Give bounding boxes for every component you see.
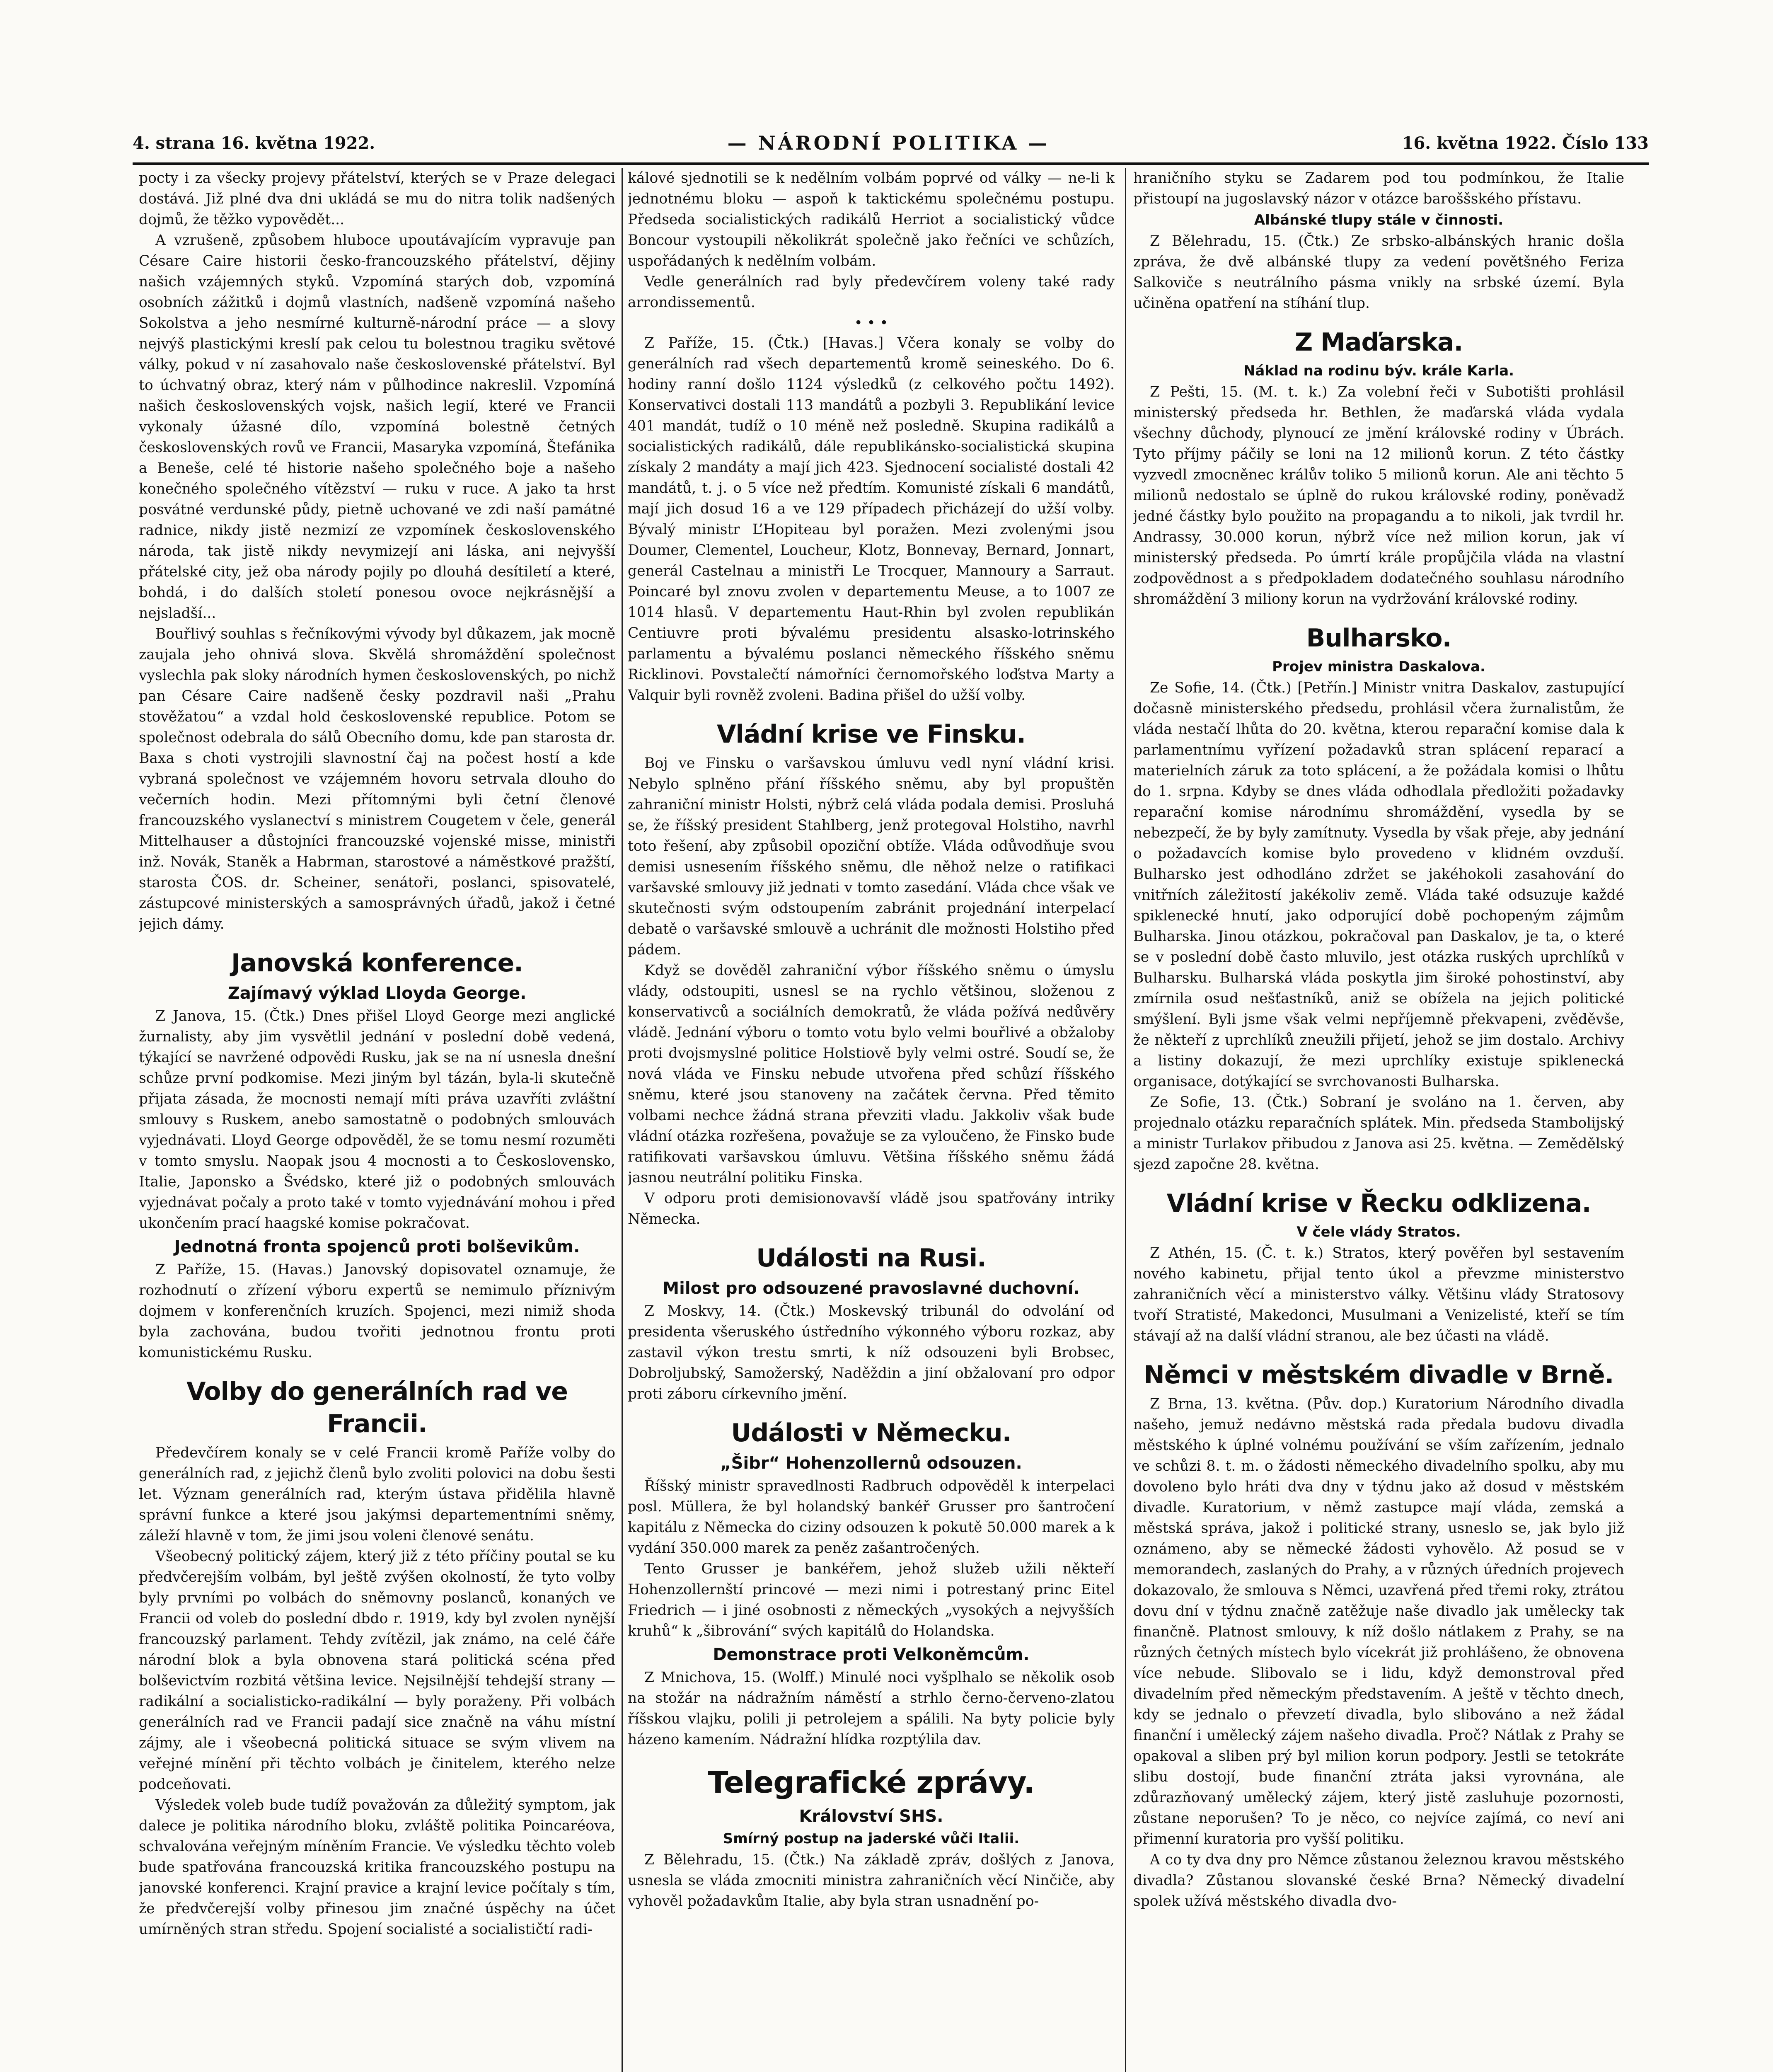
article-paragraph: A co ty dva dny pro Němce zůstanou železnou kravou městského divadla? Zůstanou slovanské české Brna? Německý divadelní spolek užívá městského divadla dvo- [1133,1852,1624,1910]
headline-janovska-konference: Janovská konference. [231,949,523,978]
article-paragraph: Ze Sofie, 13. (Čtk.) Sobraní je svoláno na 1. červen, aby projednalo otázku reparačních splátek. Min. předseda Stambolijský a ministr Turlakov přibudou z Janova asi 25. května. — Zemědělský sjezd započne 28. května. [1133,1094,1624,1173]
article-paragraph: Z Brna, 13. května. (Pův. dop.) Kuratorium Národního divadla našeho, jemuž nedávno městská rada předala budovu divadla městského k úplné volnému používání se vším zařízením, jednalo ve schůzi 8. t. m. o žádosti německého divadelního spolku, aby mu dovoleno bylo hráti dva dny v týdnu jako až dosud v městském divadle. Kuratorium, v němž zastupce mají vláda, zemská a městská správa, jakož i politické strany, usneslo se, jak bylo již oznámeno, aby se německé žádosti vyhovělo. Až posud se v memorandech, zaslaných do Prahy, a v různých úředních projevech dokazovalo, že smlouva s Němci, uzavřená před třemi roky, ztrátou dovu dní v týdnu značně zatěžuje naše divadlo jak umělecky tak finančně. Platnost smlouvy, k níž došlo nátlakem z Prahy, se na různých četných místech bylo vícekrát již prohlášeno, že obnovena více nebude. Slibovalo se i lidu, když demonstroval před divadelním před německým představením. A ještě v těchto dnech, kdy se jednalo o převzetí divadla, bylo slibováno a než žádal finanční i umělecký zájem našeho divadla. Proč? Nátlak z Prahy se opakoval a sliben prý byl milion korun podpory. Jestli se tetokráte slibu dostojí, bude finanční ztráta jaksi vyrovnána, ale zdůrazňovaný umělecký zájem, který jistě zasluhuje pozornosti, zůstane neporušen? To je něco, co nejvíce zajímá, co neví ani přimenní kuratoria pro vyšší politiku. [1133,1396,1624,1847]
subheadline: Demonstrace proti Velkoněmcům. [713,1645,1030,1664]
subheadline: Náklad na rodinu býv. krále Karla. [1243,363,1514,379]
article-paragraph: Z Athén, 15. (Č. t. k.) Stratos, který pověřen byl sestavením nového kabinetu, přijal tento úkol a převzme ministerstvo zahraničních věcí a ministerstvo války. Většinu vlády Stratosovy tvoří Stratisté, Makedonci, Musulmani a Venizelisté, kteří se tím stávají až na další vládní stranou, ale bez účasti na vládě. [1133,1245,1624,1344]
article-paragraph: Ze Sofie, 14. (Čtk.) [Petřín.] Ministr vnitra Daskalov, zastupující dočasně ministerského předsedu, prohlásil včera žurnalistům, že vláda nestačí lhůta do 20. května, kterou reparační komise dala k parlamentnímu vyřízení požadavků stran splácení reparací a materielních záruk za toto splácení, a že požádala komisi o lhůtu do 1. srpna. Kdyby se dnes vláda odhodlala předložiti požadavky reparační komise národnímu shromáždění, vysedla by se nebezpečí, že by byly zamítnuty. Vysedla by však přeje, aby jednání o požadavcích komise bylo provedeno v klidném ovzduší. Bulharsko jest odhodláno zdržet se jakéhokoli zasahování do vnitřních záležitostí jakékoliv země. Vláda také odsuzuje každé spiklenecké hnutí, jako odporující době pochopeným zájmům Bulharska. Jinou otázkou, pokračoval pan Daskalov, je ta, o které se v poslední době často mluvilo, jest otázka ruských uprchlíků v Bulharsku. Bulharská vláda poskytla jim široké pohostinství, aby zmírnila osud nešťastníků, aniž se obížela na jejich politické smýšlení. Byli jsme však velmi nepříjemně překvapeni, zvěděvše, že někteří z uprchlíků zneužili přijetí, jehož se jim dostalo. Archivy a listiny dokazují, že mezi uprchlíky existuje spiklenecká organisace, dotýkající se svrchovanosti Bulharska. [1133,680,1624,1090]
subheadline: Milost pro odsouzené pravoslavné duchovní. [663,1279,1080,1298]
article-paragraph: Z Pešti, 15. (M. t. k.) Za volební řeči v Subotišti prohlásil ministerský předseda hr. Bethlen, že maďarská vláda vydala všechny důchody, plynoucí ze jmění královské rodiny v Úbrách. Tyto příjmy páčily se loni na 12 milionů korun. Z této částky vyzvedl zmocněnec králův toliko 5 milionů korun. Ale ani těchto 5 milionů nedostalo se úplně do rukou královské rodiny, poněvadž jedné částky bylo použito na propagandu a to nikoli, jak tvrdil hr. Andrassy, 30.000 korun, nýbrž více než milion korun, jak ví ministerský předseda. Po úmrtí krále propůjčila vláda na vlastní zodpovědnost a s předpokladem dodatečného souhlasu národního shromáždění 3 miliony korun na vydržování královské rodiny. [1133,384,1624,608]
column-2 [628,168,1115,2072]
column-1 [139,168,615,2072]
column-3 [1133,168,1624,2072]
article-paragraph: Když se dověděl zahraniční výbor říšského sněmu o úmyslu vlády, odstoupiti, usnesl se na rychlo většinou, složenou z konservativců a sociálních demokratů, že vláda požívá nedůvěry vládě. Jednání výboru o tomto votu bylo velmi bouřlivé a obžaloby proti dvojsmyslné politice Holstiově byly velmi ostré. Soudí se, že nová vláda ve Finsku nebude utvořena před schůzí říšského sněmu, které jsou stanoveny na začátek června. Před těmito volbami nechce žádná strana převziti vladu. Jakkoliv však bude vládní otázka rozřešena, považuje se za vyloučeno, že Finsko bude ratifikovati varšavskou úmluvu. Většina říšského sněmu žádá jasnou neutrální politiku Finska. [628,962,1115,1186]
article-paragraph: Tento Grusser je bankéřem, jehož služeb užili někteří Hohenzollernští princové — mezi nimi i potrestaný princ Eitel Friedrich — i jiné osobnosti z německých „vysokých a nejvyšších kruhů“ k „šibrování“ svých kapitálů do Holandska. [628,1561,1115,1639]
header-rule [133,162,1649,165]
subheadline: „Šibr“ Hohenzollernů odsouzen. [720,1454,1022,1473]
headline-udalosti-v-nemecku: Události v Německu. [731,1418,1011,1447]
headline-telegraficke-zpravy: Telegrafické zprávy. [708,1765,1035,1800]
article-paragraph: Předevčírem konaly se v celé Francii kromě Paříže volby do generálních rad, z jejichž členů bylo zvoliti polovici na dobu šesti let. Význam generálních rad, kterým ústava přidělila hlavně správní funkce a které jsou jakýmsi departementními sněmy, záleží hlavně v tom, že jimi jsou voleni členové senátu. [139,1445,615,1544]
headline-recko: Vládní krise v Řecku odklizena. [1166,1189,1591,1218]
article-paragraph: hraničního styku se Zadarem pod tou podmínkou, že Italie přistoupí na jugoslavský názor v otázce baroššského přístavu. [1133,170,1624,207]
subheadline: Jednotná fronta spojenců proti bolševikům. [174,1237,580,1256]
article-paragraph: Z Bělehradu, 15. (Čtk.) Na základě zpráv, došlých z Janova, usnesla se vláda zmocniti ministra zahraničních věcí Ninčiče, aby vyhověl požadavkům Italie, aby byla stran usnadnění po- [628,1852,1115,1910]
article-paragraph: Všeobecný politický zájem, který již z této příčiny poutal se ku předvčerejším volbám, byl ještě zvýšen okolností, že tyto volby byly prvními po volbách do sněmovny poslanců, konaných ve Francii od voleb do poslední dbdo r. 1919, kdy byl zvolen nynější francouzský parlament. Tehdy zvítězil, jak známo, na celé čáře národní blok a byla obnovena stará politická scéna před bolševictvím rozbitá většina levice. Nejsilnější tehdejší strany — radikální a socialisticko-radikální — byly poraženy. Při volbách generálních rad ve Francii padají sice značně na váhu místní zájmy, ale i všeobecná politická situace se svým vlivem na veřejné mínění při těchto volbách je činitelem, kterého nelze podceňovati. [139,1548,615,1793]
subheadline: Království SHS. [799,1807,943,1826]
subheadline: V čele vlády Stratos. [1296,1224,1461,1240]
headline-nemci-v-brne: Němci v městském divadle v Brně. [1144,1360,1614,1389]
subheadline: Smírný postup na jaderské vůči Italii. [723,1830,1020,1847]
article-paragraph: Boj ve Finsku o varšavskou úmluvu vedl nyní vládní krisi. Nebylo splněno přání říšského sněmu, aby byl propuštěn zahraniční ministr Holsti, nýbrž celá vláda podala demisi. Prosluhá se, že říšský president Stahlberg, jenž protegoval Holstiho, navrhl toto řešení, aby způsobil opoziční obtíže. Vláda odůvodňuje svou demisi usnesením říšského sněmu, dle něhož nelze o ratifikaci varšavské smlouvy již jednati v tomto zasedání. Vláda chce však ve skutečnosti svým odstoupením zabránit projednání interpelací debatě o varšavské smlouvě a uchránit dle možnosti Holstiho před pádem. [628,755,1115,958]
headline-finsko: Vládní krise ve Finsku. [716,720,1026,749]
headline-z-madarska: Z Maďarska. [1294,328,1463,357]
article-paragraph: Z Bělehradu, 15. (Čtk.) Ze srbsko-albánských hranic došla zpráva, že dvě albánské tlupy za vedení povětšného Feriza Salkoviče s neutrálního pásma vnikly na srbské území. Byla učiněna opatření na stíhání tlup. [1133,233,1624,312]
page-header [133,124,1649,162]
article-paragraph: Z Paříže, 15. (Čtk.) [Havas.] Včera konaly se volby do generálních rad všech departementů kromě seineského. Do 6. hodiny ranní došlo 1124 výsledků (z celkového počtu 1492). Konservativci dostali 113 mandátů a pozbyli 3. Republikání levice 401 mandát, tudíž o 10 méně než posledně. Skupina radikálů a socialistických radikálů, dále republikánsko-socialistická skupina získaly 2 mandáty a mají jich 423. Sjednocení socialisté dostali 42 mandátů, t. j. o 5 více než předtím. Komunisté získali 6 mandátů, mají jich dosud 16 a ve 129 případech přicházejí do užší volby. Bývalý ministr L’Hopiteau byl poražen. Mezi zvolenými jsou Doumer, Clementel, Loucheur, Klotz, Bonnevay, Bernard, Jonnart, generál Castelnau a ministři Le Trocquer, Mannoury a Sarraut. Poincaré byl znovu zvolen v departementu Meuse, a to 1007 ze 1014 hlasů. V departementu Haut-Rhin byl zvolen republikán Centiuvre proti bývalému presidentu alsasko-lotrinského parlamentu a bývalému poslanci německého říšského sněmu Ricklinovi. Povstalečtí námořníci černomořského loďstva Marty a Valquir byli rovněž zvoleni. Badina přišel do užší volby. [628,335,1115,704]
header-page-date: 4. strana 16. května 1922. [133,133,375,153]
masthead-title: — NÁRODNÍ POLITIKA — [727,132,1050,154]
article-paragraph: Z Paříže, 15. (Havas.) Janovský dopisovatel oznamuje, že rozhodnutí o zřízení výboru expertů se nemimulo příznivým dojmem v konferenčních kruzích. Spojenci, mezi nimiž shoda byla zachována, budou tvořiti jednotnou frontu proti komunistickému Rusku. [139,1261,615,1361]
article-paragraph: Bouřlivý souhlas s řečníkovými vývody byl důkazem, jak mocně zaujala jeho ohnivá slova. Skvělá shromáždění společnost vyslechla pak sloky národních hymen československých, po nichž pan Césare Caire nadšeně česky pozdravil naši „Prahu stověžatou“ a vzdal hold československé republice. Potom se společnost odebrala do sálů Obecního domu, kde pan starosta dr. Baxa s choti vystrojili slavnostní čaj na počest hostí a kde vybraná společnost ve vzájemném hovoru setrvala dlouho do večerních hodin. Mezi přítomnými byli četní členové francouzského vyslanectví s ministrem Cougetem v čele, generál Mittelhauser a důstojníci francouzské vojenské misse, ministři inž. Novák, Staněk a Habrman, starostové a náměstkové pražští, starosta ČOS. dr. Scheiner, senátoři, poslanci, spisovatelé, zástupcové ministerských a samosprávných úřadů, jakož i četné jejich dámy. [139,626,615,932]
article-paragraph: Z Janova, 15. (Čtk.) Dnes přišel Lloyd George mezi anglické žurnalisty, aby jim vysvětlil jednání v poslední době vedená, týkající se navržené odpovědi Rusku, jak se na ní usnesla dnešní schůze první podkomise. Mezi jiným byl tázán, byla-li skutečně přijata zásada, že mocnosti nemají míti práva uzavříti zvláštní smlouvy s Ruskem, anebo samostatně o podobných smlouvách vyjednávati. Lloyd George odpověděl, že se tomu nesmí rozuměti v tomto smyslu. Naopak jsou 4 mocnosti a to Československo, Italie, Japonsko a Švédsko, které již o podobných smlouvách vyjednávat počaly a proto také v tomto vyjednávání mohou i před ukončením prací haagské komise pokračovat. [139,1008,615,1232]
article-paragraph: V odporu proti demisionovavší vládě jsou spatřovány intriky Německa. [628,1190,1115,1227]
column-divider [1125,168,1126,2072]
article-paragraph: A vzrušeně, způsobem hluboce upoutávajícím vypravuje pan Césare Caire historii česko-francouzského přátelství, dějiny našich vzájemných styků. Vzpomíná starých dob, vzpomíná osobních zážitků i dojmů vlastních, nadšeně vzpomíná našeho Sokolstva a jeho nesmírné kulturně-národní práce — a slovy nejvýš plastickými kreslí pak celou tu bolestnou tragiku světové války, pokud v ní zasahovalo naše československé přátelství. Byl to úchvatný obraz, který nám v půlhodince nakreslil. Vzpomíná našich československých vojsk, našich legií, které ve Francii vykonaly úžasné dílo, vzpomíná bolestně četných československých rovů ve Francii, Masaryka vzpomíná, Štefánika a Beneše, celé té historie našeho společného boje a našeho konečného společného vítězství — ruku v ruce. A jako ta hrst posvátné verdunské půdy, pietně uchované ve zdi naší památné radnice, nikdy jistě nezmizí ze vzpomínek československého národa, tak jistě nikdy nevymizejí ani láska, ani nejvyšší přátelské city, jež oba národy pojily po dlouhá desítiletí a které, bohdá, i do dalších století ponesou ovoce nejkrásnější a nejsladší... [139,232,615,622]
headline-udalosti-na-rusi: Události na Rusi. [756,1244,986,1273]
headline-bulharsko: Bulharsko. [1306,624,1451,653]
subheadline: Projev ministra Daskalova. [1272,658,1485,675]
article-paragraph: Říšský ministr spravedlnosti Radbruch odpověděl k interpelaci posl. Müllera, že byl holandský bankéř Grusser pro šantročení kapitálu z Německa do ciziny odsouzen k pokutě 50.000 marek a k vydání 350.000 marek za peněz zašantročených. [628,1478,1115,1556]
headline-volby-francie: Volby do generálních rad ve Francii. [186,1377,568,1438]
article-paragraph: pocty i za všecky projevy přátelství, kterých se v Praze delegaci dostává. Již plné dva dni ukládá se mu do nitra tolik nadšených dojmů, že těžko vypovědět... [139,170,615,228]
section-dots: • • • [854,315,888,331]
article-paragraph: Výsledek voleb bude tudíž považován za důležitý symptom, jak dalece je politika národního bloku, zvláště politika Poincaréova, schvalována veřejným míněním Francie. Ve výsledku těchto voleb bude spatřována francouzská kritika francouzského postupu na janovské konferenci. Krajní pravice a krajní levice počítaly s tím, že předvčerejší volby přinesou jim značné úspěchy na účet umírněných stran středu. Spojení socialisté a socialističtí radi- [139,1797,615,1938]
header-issue-number: 16. května 1922. Číslo 133 [1402,133,1649,153]
subheadline: Albánské tlupy stále v činnosti. [1254,212,1504,228]
column-divider [622,168,623,2072]
subheadline: Zajímavý výklad Lloyda George. [227,984,527,1003]
article-paragraph: Vedle generálních rad byly předevčírem voleny také rady arrondissementů. [628,274,1115,311]
article-paragraph: Z Mnichova, 15. (Wolff.) Minulé noci vyšplhalo se několik osob na stožár na nádražním náměstí a strhlo černo-červeno-zlatou říšskou vlajku, polili ji petrolejem a spálili. Na byty policie byly házeno kamením. Nádražní hlídka rozptýlila dav. [628,1669,1115,1748]
article-paragraph: Z Moskvy, 14. (Čtk.) Moskevský tribunál do odvolání od presidenta všeruského ústředního výkonného výboru rozkaz, aby zastavil výkon trestu smrti, k níž odsouzeni byli Brobsec, Dobroljubský, Samožerský, Naděždin a jiní obžalovaní pro odpor proti záboru církevního jmění. [628,1303,1115,1402]
article-paragraph: kálové sjednotili se k nedělním volbám poprvé od války — ne-li k jednotnému bloku — aspoň k taktickému společnému postupu. Předseda socialistických radikálů Herriot a socialistický vůdce Boncour vystoupili několikrát společně jako řečníci ve schůzích, uspořádaných k nedělním volbám. [628,170,1115,269]
